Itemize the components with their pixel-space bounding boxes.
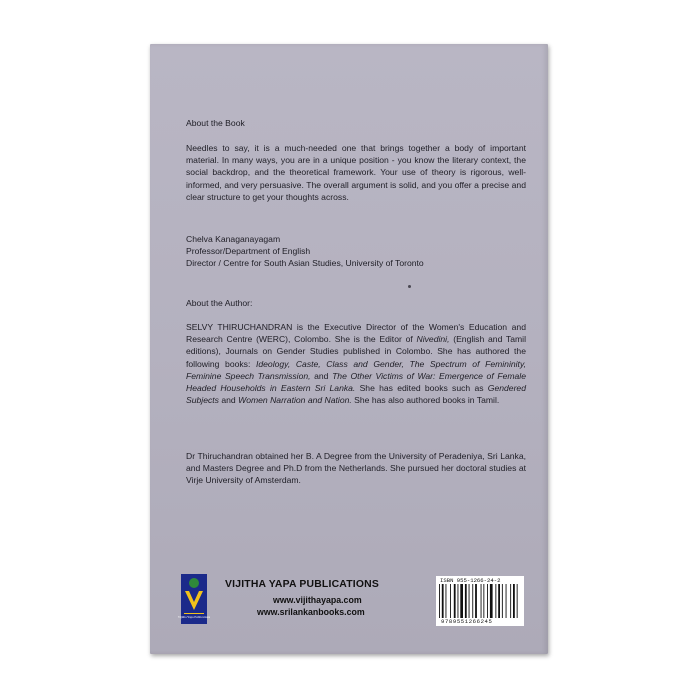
bio-title-other-victims: The Other Victims of War: Emergence of Female Headed Households in Eastern Sri Lanka. — [186, 370, 526, 394]
about-author-heading-text: About the Author: — [186, 298, 253, 308]
barcode-bar — [458, 584, 459, 618]
bio-text-2: (English and Tamil editions), Journals on Gender Studies published in Colombo. She has authored the following books: — [186, 334, 526, 369]
reviewer-name: Chelva Kanaganayagam — [186, 234, 281, 244]
cover-speck — [408, 285, 411, 288]
bio-text-1: SELVY THIRUCHANDRAN is the Executive Director of the Women's Education and Research Centre (WERC), Colombo. She is the Editor of — [186, 322, 526, 345]
barcode-bar — [481, 584, 482, 618]
barcode-bar — [502, 584, 503, 618]
about-author-heading — [186, 297, 526, 309]
barcode-bar — [487, 584, 488, 618]
barcode-bar — [483, 584, 484, 618]
barcode-bar — [495, 584, 496, 618]
education-text: Dr Thiruchandran obtained her B. A Degree from the University of Peradeniya, Sri Lanka, and Masters Degree and Ph.D from the Netherlands. She pursued her doctoral studies at Virje University of Amsterdam. — [186, 451, 526, 486]
barcode-bar — [498, 584, 500, 618]
reviewer-attribution — [186, 233, 526, 270]
publisher-block — [177, 574, 411, 624]
barcode-bar — [465, 584, 467, 618]
review-quote — [186, 142, 526, 203]
author-bio-paragraph — [186, 321, 526, 406]
bio-text-6: She has also authored books in Tamil. — [351, 395, 500, 406]
barcode-bar — [446, 584, 447, 618]
barcode-bars — [439, 584, 521, 618]
isbn-number: 9789551266245 — [441, 618, 493, 625]
reviewer-title: Professor/Department of English — [186, 246, 311, 257]
bio-title-gendered-subjects: Gendered Subjects — [186, 383, 526, 406]
publisher-url-1[interactable]: www.vijithayapa.com — [273, 595, 362, 605]
barcode-bar — [517, 584, 518, 618]
barcode-bar — [439, 584, 440, 618]
barcode-bar — [513, 584, 515, 618]
logo-wordmark: Vijitha Yapa Publications — [177, 615, 211, 619]
about-book-heading — [186, 117, 526, 129]
review-text: Needles to say, it is a much-needed one that brings together a body of important material. In many ways, you are in a unique position - you know the literary context, the social backdrop, and the theoretical framework. Your use of theory is rigorous, well-informed, and very persuasive. The overall argument is solid, and you offer a precise and clear structure to get your thoughts across. — [186, 143, 526, 202]
barcode-bar — [472, 584, 473, 618]
bio-text-4: She has edited books such as — [355, 383, 488, 394]
barcode-bar — [490, 584, 493, 618]
publisher-logo-icon — [177, 574, 211, 624]
bio-titles-authored: Ideology, Caste, Class and Gender, The Spectrum of Femininity, Feminine Speech Transmission, — [186, 358, 526, 381]
isbn-barcode — [436, 576, 524, 626]
barcode-bar — [510, 584, 511, 618]
author-education — [186, 450, 526, 487]
isbn-label: ISBN 955-1266-24-2 — [440, 577, 501, 584]
reviewer-affiliation: Director / Centre for South Asian Studies, University of Toronto — [186, 258, 424, 269]
bio-title-nivedini: Nivedini, — [416, 334, 450, 345]
barcode-bar — [460, 584, 463, 618]
bio-title-women-narration: Women Narration and Nation. — [238, 395, 352, 406]
publisher-name: VIJITHA YAPA PUBLICATIONS — [225, 579, 379, 590]
author-bio — [186, 321, 526, 406]
barcode-bar — [506, 584, 507, 618]
bio-text-3: and — [310, 370, 333, 381]
bio-text-5: and — [218, 395, 239, 406]
about-book-heading-text: About the Book — [186, 118, 245, 128]
barcode-bar — [469, 584, 470, 618]
barcode-bar — [442, 584, 444, 618]
barcode-bar — [475, 584, 477, 618]
barcode-bar — [450, 584, 451, 618]
barcode-bar — [454, 584, 456, 618]
publisher-url-2[interactable]: www.srilankanbooks.com — [257, 607, 365, 617]
